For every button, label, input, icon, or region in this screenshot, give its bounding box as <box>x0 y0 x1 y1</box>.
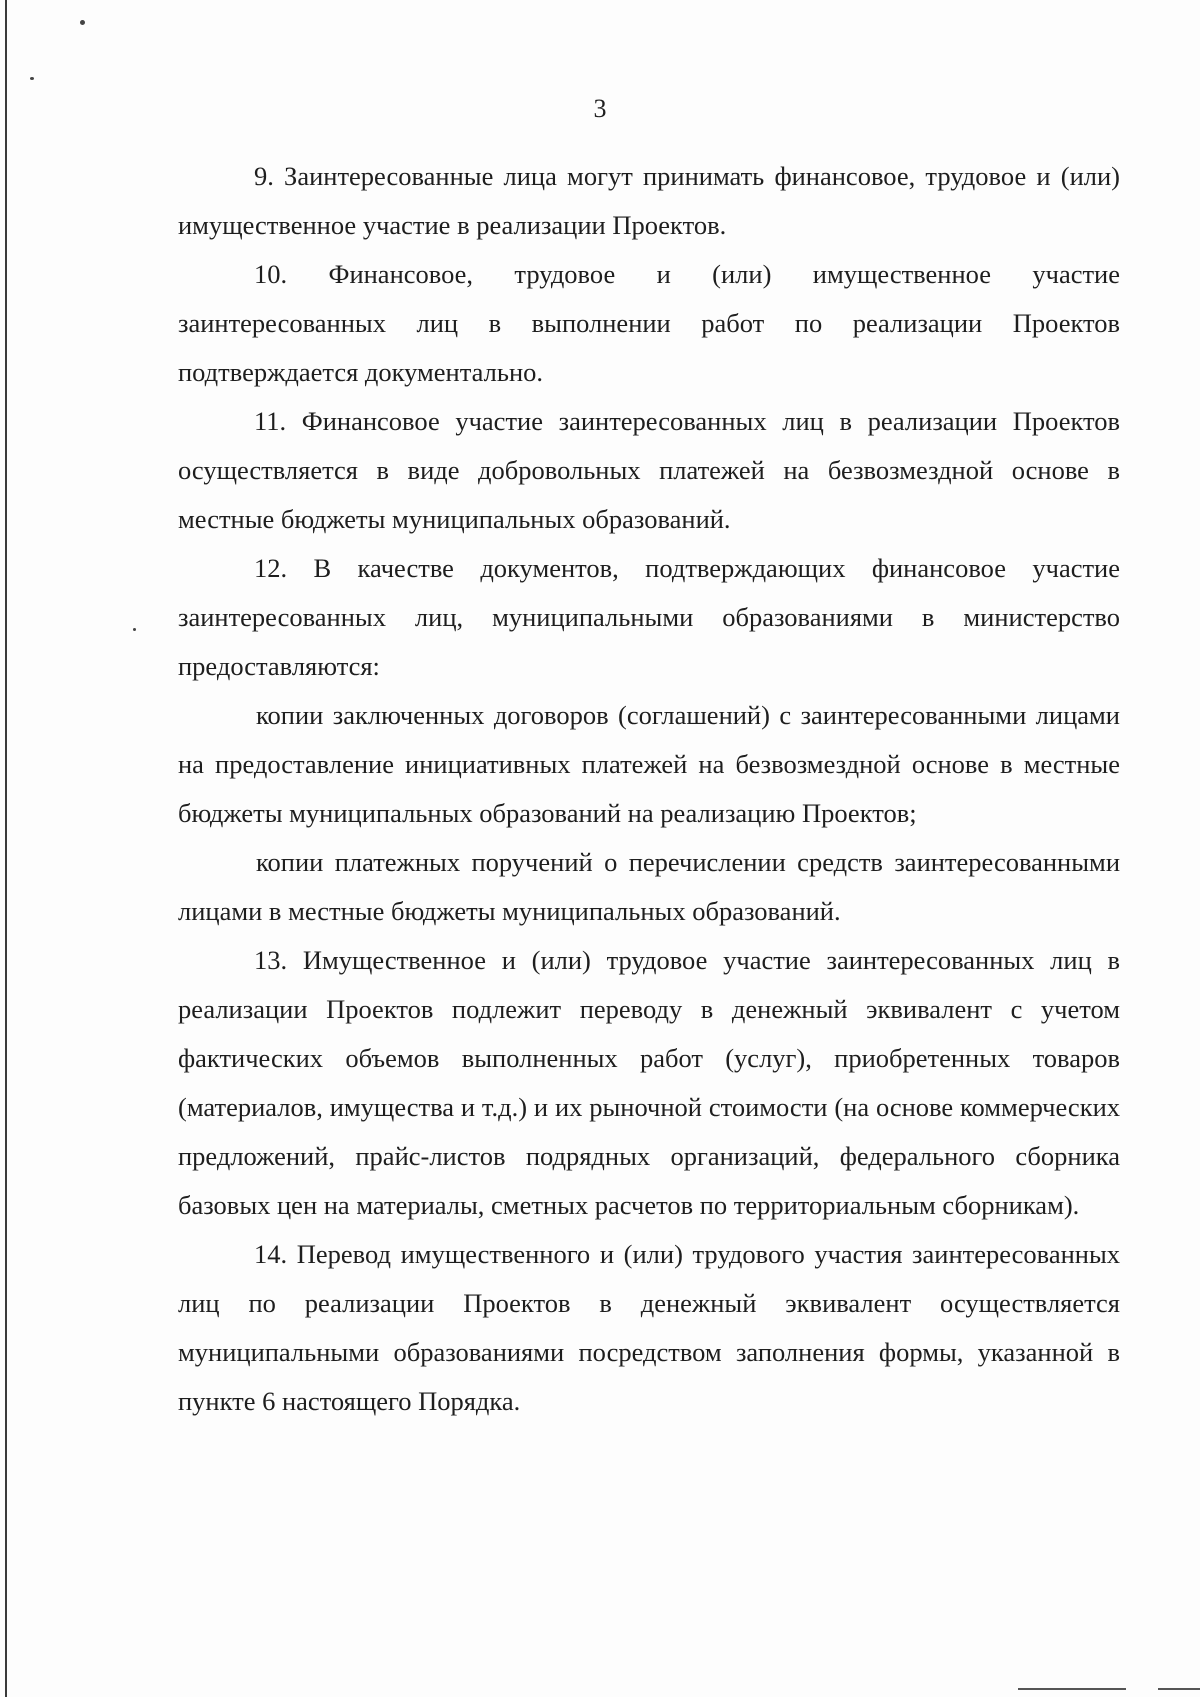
paragraph-9: 9. Заинтересованные лица могут принимать финансовое, трудовое и (или) имущественное участие в реализации Проектов. <box>178 161 1120 240</box>
scan-speck <box>30 77 34 80</box>
paragraph-11: 11. Финансовое участие заинтересованных лиц в реализации Проектов осуществляется в виде добровольных платежей на безвозмездной основе в местные бюджеты муниципальных образований. <box>178 406 1120 534</box>
scan-bottom-rule <box>1158 1688 1200 1690</box>
paragraph-13: 13. Имущественное и (или) трудовое участие заинтересованных лиц в реализации Проектов подлежит переводу в денежный эквивалент с учетом фактических объемов выполненных работ (услуг), приобретенных товаров (материалов, имущества и т.д.) и их рыночной стоимости (на основе коммерческих предложений, прайс-листов подрядных организаций, федерального сборника базовых цен на материалы, сметных расчетов по территориальным сборникам). <box>178 945 1120 1220</box>
paragraph-14: 14. Перевод имущественного и (или) трудового участия заинтересованных лиц по реализации Проектов в денежный эквивалент осуществляется муниципальными образованиями посредством заполнения формы, указанной в пункте 6 настоящего Порядка. <box>178 1239 1120 1416</box>
paragraph-10: 10. Финансовое, трудовое и (или) имущественное участие заинтересованных лиц в выполнении работ по реализации Проектов подтверждается документально. <box>178 259 1120 387</box>
scan-left-edge <box>5 0 7 1697</box>
page-number: 3 <box>593 94 607 123</box>
paragraph-12-item-payment-orders: копии платежных поручений о перечислении средств заинтересованными лицами в местные бюджеты муниципальных образований. <box>178 847 1120 926</box>
document-body <box>178 152 1120 1426</box>
paragraph-12: 12. В качестве документов, подтверждающих финансовое участие заинтересованных лиц, муниципальными образованиями в министерство предоставляются: <box>178 553 1120 681</box>
paragraph-12-item-contracts: копии заключенных договоров (соглашений) с заинтересованными лицами на предоставление инициативных платежей на безвозмездной основе в местные бюджеты муниципальных образований на реализацию Проектов; <box>178 700 1120 828</box>
scan-speck <box>133 628 136 631</box>
scan-speck <box>80 20 85 25</box>
scan-bottom-rule <box>1018 1688 1126 1690</box>
